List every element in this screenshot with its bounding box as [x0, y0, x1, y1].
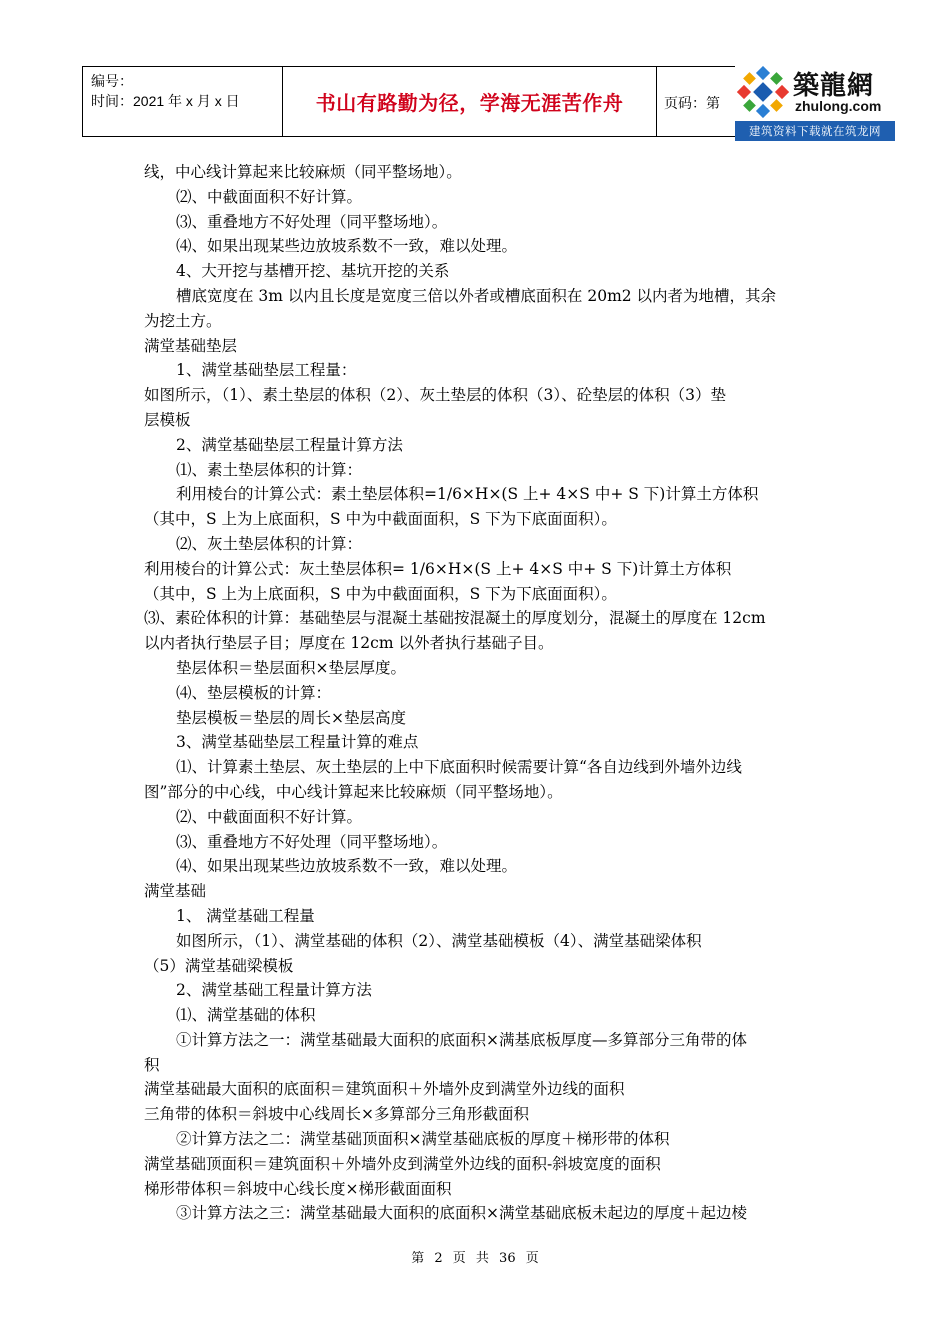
text-line: 满堂基础最大面积的底面积＝建筑面积＋外墙外皮到满堂外边线的面积: [144, 1080, 625, 1099]
text-line: 线，中心线计算起来比较麻烦（同平整场地）。: [144, 163, 462, 181]
text-line: 4、大开挖与基槽开挖、基坑开挖的关系: [176, 262, 450, 281]
text-line: ⑶、重叠地方不好处理（同平整场地）。: [176, 832, 448, 851]
text-line: ③计算方法之三：满堂基础最大面积的底面积×满堂基础底板未起边的厚度＋起边棱: [176, 1204, 747, 1223]
text-line: 1、 满堂基础工程量: [176, 906, 315, 925]
text-line: （其中，S 上为上底面积，S 中为中截面面积，S 下为下底面面积）。: [144, 584, 617, 603]
text-line: ⑶、重叠地方不好处理（同平整场地）。: [176, 212, 448, 231]
text-line: 三角带的体积＝斜坡中心线周长×多算部分三角形截面积: [144, 1105, 529, 1124]
text-line: 以内者执行垫层子目；厚度在 12cm 以外者执行基础子目。: [144, 634, 554, 653]
text-line: 垫层模板＝垫层的周长×垫层高度: [176, 708, 406, 727]
text-line: 2、满堂基础工程量计算方法: [176, 981, 372, 1000]
text-line: 槽底宽度在 3m 以内且长度是宽度三倍以外者或槽底面积在 20m2 以内者为地槽，其余: [176, 286, 777, 305]
text-line: ⑷、如果出现某些边放坡系数不一致，难以处理。: [176, 237, 518, 256]
text-line: 如图所示，（1）、满堂基础的体积（2）、满堂基础模板（4）、满堂基础梁体积: [176, 931, 702, 950]
text-line: ⑴、满堂基础的体积: [176, 1006, 316, 1025]
document-body: [144, 160, 808, 1226]
text-line: 为挖土方。: [144, 311, 222, 330]
page-footer: 第 2 页 共 36 页: [411, 1251, 539, 1266]
text-line: 1、满堂基础垫层工程量：: [176, 361, 357, 380]
logo-slogan: 建筑资料下载就在筑龙网: [735, 121, 895, 141]
text-line: ②计算方法之二：满堂基础顶面积×满堂基础底板的厚度＋梯形带的体积: [176, 1130, 670, 1149]
text-line: 积: [144, 1055, 160, 1074]
text-line: 图”部分的中心线，中心线计算起来比较麻烦（同平整场地）。: [144, 782, 563, 801]
text-line: （5）满堂基础梁模板: [144, 956, 294, 975]
document-number-label: 编号：: [91, 73, 133, 89]
text-line: ⑵、中截面面积不好计算。: [176, 807, 363, 826]
zhulong-logo[interactable]: [735, 63, 895, 143]
text-line: 利用棱台的计算公式：灰土垫层体积= 1/6×H×(S 上+ 4×S 中+ S 下)计算土方体积: [144, 559, 732, 578]
logo-name-cn: 築龍網: [793, 71, 875, 101]
page-code-label: 页码：第: [664, 96, 720, 112]
text-line: ⑵、灰土垫层体积的计算：: [176, 534, 363, 553]
text-line: ⑷、垫层模板的计算：: [176, 683, 332, 702]
text-line: 如图所示，（1）、素土垫层的体积（2）、灰土垫层的体积（3）、砼垫层的体积（3）垫: [144, 386, 726, 405]
text-line: 满堂基础垫层: [144, 336, 238, 355]
text-line: 层模板: [144, 410, 191, 429]
logo-domain: zhulong.com: [795, 98, 882, 114]
text-line: 利用棱台的计算公式：素土垫层体积=1/6×H×(S 上+ 4×S 中+ S 下)计算土方体积: [176, 485, 759, 504]
text-line: 满堂基础: [144, 882, 207, 901]
text-line: 垫层体积＝垫层面积×垫层厚度。: [176, 658, 406, 677]
text-line: ⑴、素土垫层体积的计算：: [176, 460, 363, 479]
text-line: 2、满堂基础垫层工程量计算方法: [176, 435, 403, 454]
header-motto: 书山有路勤为径，学海无涯苦作舟: [283, 67, 657, 136]
text-line: ⑷、如果出现某些边放坡系数不一致，难以处理。: [176, 857, 518, 876]
text-line: （其中，S 上为上底面积，S 中为中截面面积，S 下为下底面面积）。: [144, 510, 617, 529]
document-date-label: 时间：2021 年 x 月 x 日: [91, 93, 240, 109]
snowflake-logo-icon: [737, 66, 789, 118]
text-line: ⑵、中截面面积不好计算。: [176, 187, 363, 206]
text-line: ⑶、素砼体积的计算：基础垫层与混凝土基础按混凝土的厚度划分，混凝土的厚度在 12cm: [144, 609, 766, 628]
text-line: 3、满堂基础垫层工程量计算的难点: [176, 733, 419, 752]
text-line: ⑴、计算素土垫层、灰土垫层的上中下底面积时候需要计算“各自边线到外墙外边线: [176, 758, 742, 777]
text-line: ①计算方法之一：满堂基础最大面积的底面积×满基底板厚度—多算部分三角带的体: [176, 1030, 747, 1049]
header-meta: [83, 67, 283, 136]
text-line: 满堂基础顶面积＝建筑面积＋外墙外皮到满堂外边线的面积-斜坡宽度的面积: [144, 1154, 661, 1173]
text-line: 梯形带体积＝斜坡中心线长度×梯形截面面积: [144, 1179, 452, 1198]
